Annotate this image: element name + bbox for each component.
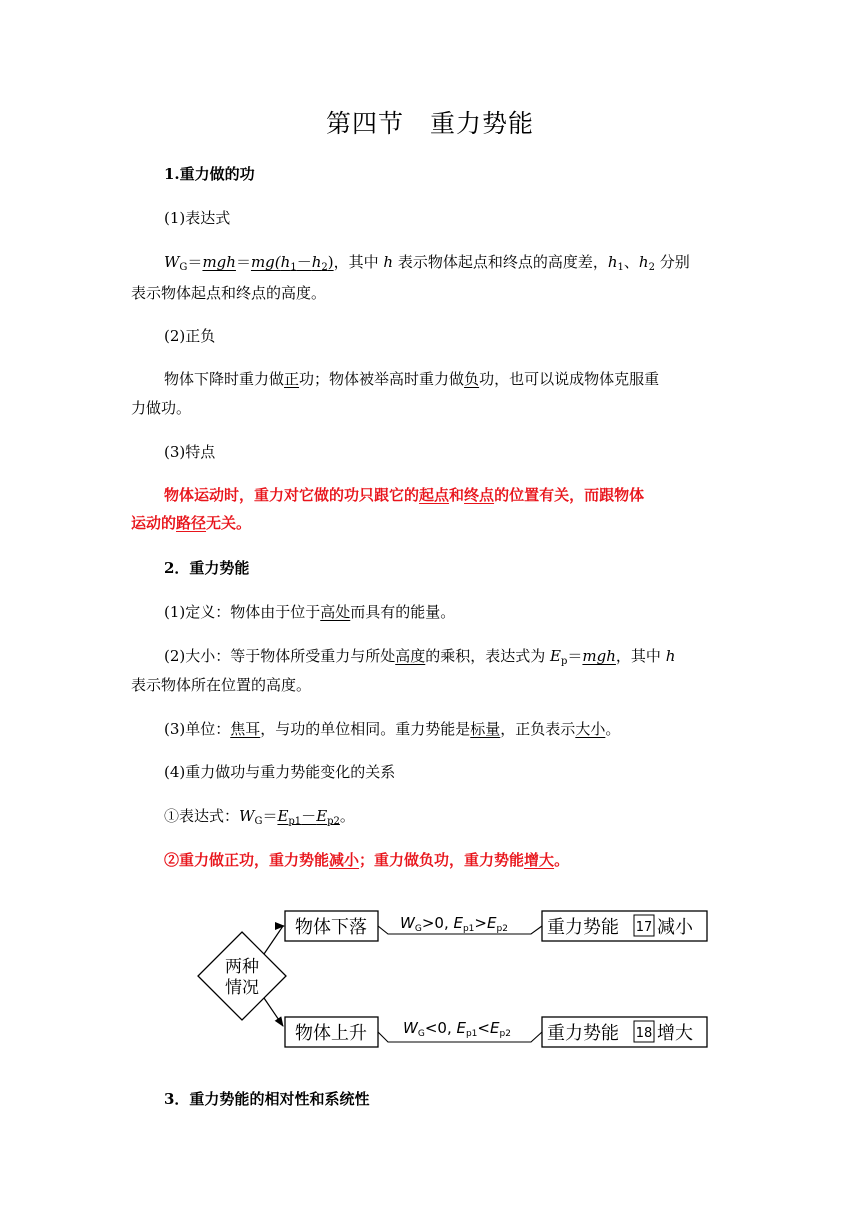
- blank-number-18: 18: [635, 1026, 653, 1041]
- work-formula-line-1: $W_G=mgh=mg(h_1-h_2)$，其中 h 表示物体起点和终点的高度差，$h_1$、$h_2$ 分别: [164, 253, 690, 273]
- section-3-heading: 3．重力势能的相对性和系统性: [164, 1090, 370, 1108]
- section-1-heading: 1.重力做的功: [164, 165, 255, 183]
- answer-increase: 增大: [657, 1023, 693, 1044]
- condition-bottom: $W_G<0$, $E_{p1}<E_{p2}$: [403, 1019, 511, 1039]
- two-cases-diagram: [190, 896, 720, 1056]
- center-label-line-2: 情况: [225, 978, 259, 998]
- unit-line: (3)单位：焦耳，与功的单位相同。重力势能是标量，正负表示大小。: [164, 720, 621, 738]
- relation-heading: (4)重力做功与重力势能变化的关系: [164, 763, 396, 781]
- sign-line-2: 力做功。: [131, 399, 192, 417]
- subheading-sign: (2)正负: [164, 327, 216, 345]
- page-title: 第四节 重力势能: [325, 109, 535, 138]
- section-2-heading: 2．重力势能: [164, 559, 250, 577]
- condition-top: $W_G>0$, $E_{p1}>E_{p2}$: [400, 914, 508, 934]
- arrow-to-rising: [264, 998, 283, 1026]
- arrow-to-falling: [264, 926, 283, 954]
- feature-line-1: 物体运动时，重力对它做的功只跟它的起点和终点的位置有关，而跟物体: [164, 486, 645, 504]
- feature-line-2: 运动的路径无关。: [131, 514, 252, 532]
- magnitude-line-1: (2)大小：等于物体所受重力与所处高度的乘积，表达式为 $E_p=mgh$，其中 h: [164, 647, 676, 667]
- case-rising-label: 物体上升: [295, 1023, 367, 1044]
- case-falling-label: 物体下落: [295, 917, 367, 938]
- sign-line-1: 物体下降时重力做正功；物体被举高时重力做负功，也可以说成物体克服重: [164, 370, 660, 388]
- relation-expression: ①表达式：$W_G=E_{p1}-E_{p2}$。: [164, 807, 355, 827]
- result-rising-label: 重力势能: [547, 1023, 619, 1044]
- magnitude-line-2: 表示物体所在位置的高度。: [131, 676, 312, 694]
- subheading-expression: (1)表达式: [164, 209, 231, 227]
- work-formula-line-2: 表示物体起点和终点的高度。: [131, 284, 327, 302]
- blank-number-17: 17: [635, 920, 653, 935]
- subheading-feature: (3)特点: [164, 443, 216, 461]
- energy-change-note: ②重力做正功，重力势能减小；重力做负功，重力势能增大。: [164, 851, 570, 869]
- result-falling-label: 重力势能: [547, 917, 619, 938]
- definition-line: (1)定义：物体由于位于高处而具有的能量。: [164, 603, 456, 621]
- center-label-line-1: 两种: [225, 957, 259, 977]
- answer-decrease: 减小: [657, 917, 693, 938]
